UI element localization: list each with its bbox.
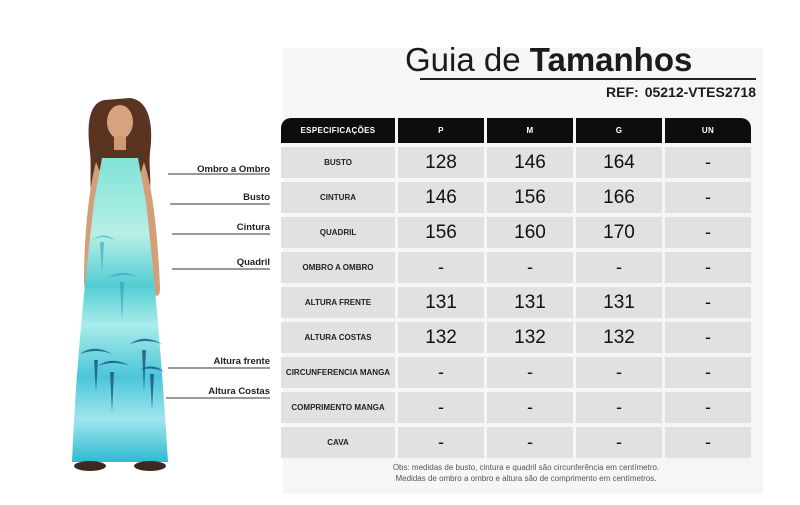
- footnote-line-2: Medidas de ombro a ombro e altura são de comprimento em centímetros.: [395, 474, 657, 483]
- cell-value: 128: [398, 147, 484, 178]
- cell-value: -: [665, 392, 751, 423]
- header-g: G: [576, 118, 662, 143]
- cell-value: -: [665, 357, 751, 388]
- cell-value: 156: [487, 182, 573, 213]
- ref-label: REF:: [606, 84, 639, 100]
- footnote: [330, 462, 722, 484]
- cell-value: -: [398, 252, 484, 283]
- title-light: Guia de: [405, 41, 521, 78]
- row-label: CIRCUNFERENCIA MANGA: [281, 357, 395, 388]
- row-label: BUSTO: [281, 147, 395, 178]
- cell-value: 160: [487, 217, 573, 248]
- header-especificacoes: ESPECIFICAÇÕES: [281, 118, 395, 143]
- cell-value: -: [398, 427, 484, 458]
- ref-value: 05212-VTES2718: [644, 84, 756, 100]
- cell-value: -: [398, 392, 484, 423]
- label-ombro-a-ombro: Ombro a Ombro: [197, 164, 270, 175]
- cell-value: -: [576, 392, 662, 423]
- cell-value: -: [665, 147, 751, 178]
- cell-value: 132: [398, 322, 484, 353]
- cell-value: 131: [487, 287, 573, 318]
- row-label: OMBRO A OMBRO: [281, 252, 395, 283]
- header-p: P: [398, 118, 484, 143]
- cell-value: 164: [576, 147, 662, 178]
- cell-value: -: [665, 322, 751, 353]
- cell-value: 170: [576, 217, 662, 248]
- cell-value: -: [665, 252, 751, 283]
- cell-value: 131: [398, 287, 484, 318]
- row-label: ALTURA COSTAS: [281, 322, 395, 353]
- label-busto: Busto: [243, 192, 270, 203]
- reference-code: [560, 84, 756, 100]
- title-bold: Tamanhos: [529, 41, 693, 78]
- cell-value: -: [487, 357, 573, 388]
- label-cintura: Cintura: [236, 222, 270, 233]
- cell-value: -: [665, 287, 751, 318]
- cell-value: -: [665, 217, 751, 248]
- cell-value: -: [576, 252, 662, 283]
- label-altura-costas: Altura Costas: [208, 386, 270, 397]
- row-label: ALTURA FRENTE: [281, 287, 395, 318]
- model-figure-image: [50, 92, 190, 476]
- cell-value: -: [487, 392, 573, 423]
- header-un: UN: [665, 118, 751, 143]
- footnote-line-1: Obs: medidas de busto, cintura e quadril são circunferência em centímetro.: [392, 463, 660, 472]
- cell-value: 156: [398, 217, 484, 248]
- cell-value: -: [398, 357, 484, 388]
- cell-value: -: [576, 427, 662, 458]
- page-title: [405, 40, 757, 80]
- cell-value: -: [576, 357, 662, 388]
- row-label: QUADRIL: [281, 217, 395, 248]
- row-label: COMPRIMENTO MANGA: [281, 392, 395, 423]
- header-m: M: [487, 118, 573, 143]
- cell-value: 132: [487, 322, 573, 353]
- cell-value: -: [665, 427, 751, 458]
- cell-value: 131: [576, 287, 662, 318]
- label-quadril: Quadril: [236, 257, 270, 268]
- size-table: [281, 118, 757, 458]
- cell-value: -: [487, 252, 573, 283]
- cell-value: 166: [576, 182, 662, 213]
- cell-value: -: [487, 427, 573, 458]
- cell-value: 146: [487, 147, 573, 178]
- title-underline: [420, 78, 756, 80]
- row-label: CAVA: [281, 427, 395, 458]
- label-altura-frente: Altura frente: [213, 356, 270, 367]
- cell-value: -: [665, 182, 751, 213]
- cell-value: 132: [576, 322, 662, 353]
- row-label: CINTURA: [281, 182, 395, 213]
- cell-value: 146: [398, 182, 484, 213]
